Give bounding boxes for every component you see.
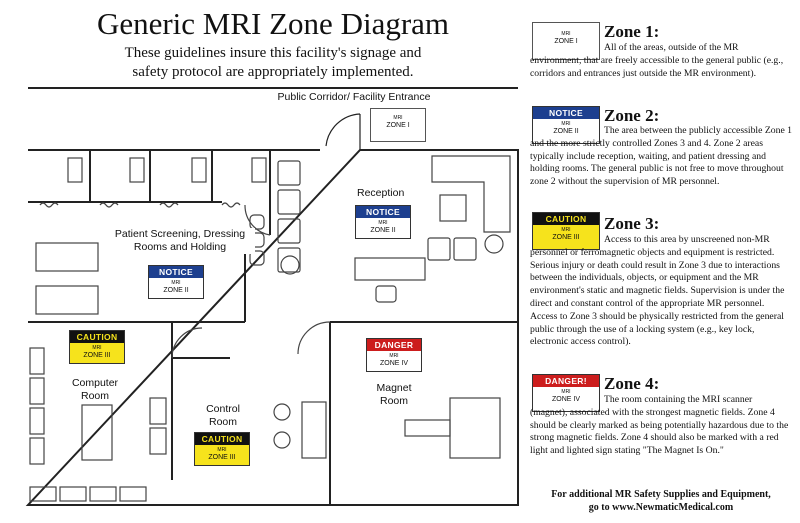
sign-zone-text: ZONE IV [379, 360, 408, 367]
control-console [302, 402, 326, 458]
sign-mri-text: MRI [92, 345, 102, 351]
screening-label-line-1: Patient Screening, Dressing [114, 228, 246, 240]
sign-mri-text: MRI [171, 280, 181, 286]
equipment-rack [120, 487, 146, 501]
control-room-line-2: Room [208, 416, 237, 428]
dressing-bench [130, 158, 144, 182]
zone-3-sign-computer [69, 330, 125, 364]
screening-label-line-2: Rooms and Holding [133, 241, 227, 253]
plant [281, 256, 299, 274]
sign-zone-text: ZONE III [83, 352, 111, 359]
operator-chair [274, 432, 290, 448]
subtitle-line-2: safety protocol are appropriately implemented. [132, 64, 414, 80]
operator-chair [274, 404, 290, 420]
equipment-rack [150, 398, 166, 424]
equipment-rack [90, 487, 116, 501]
zone-4-heading: Zone 4: [604, 374, 660, 393]
magnet-door [298, 322, 330, 354]
equipment-rack [30, 348, 44, 374]
waiting-chair [278, 190, 300, 214]
plant [485, 235, 503, 253]
dressing-bench [68, 158, 82, 182]
zone-2-sign-screening [148, 265, 204, 299]
zone-1-sign [370, 108, 426, 142]
magnet-room-line-1: Magnet [376, 382, 412, 394]
sign-mri-text: MRI [561, 227, 571, 233]
curtain [40, 203, 240, 207]
zone-2-heading: Zone 2: [604, 106, 660, 125]
footer-website-link[interactable]: go to www.NewmaticMedical.com [588, 502, 734, 513]
equipment-rack [60, 487, 86, 501]
zone-1-heading: Zone 1: [604, 22, 660, 41]
coffee-table [440, 195, 466, 221]
reception-chair [376, 286, 396, 302]
mri-scanner [450, 398, 500, 458]
sign-mri-text: MRI [561, 121, 571, 127]
page-title: Generic MRI Zone Diagram [96, 6, 450, 41]
sign-band: NOTICE [149, 266, 203, 278]
zone-2-sign-reception [355, 205, 411, 239]
computer-room-line-2: Room [80, 390, 109, 402]
subtitle-line-1: These guidelines insure this facility's signage and [124, 45, 422, 61]
zone-3-description: Access to this area by unscreened non-MR personnel or ferromagnetic objects and equipment is restricted. Serious injury or death could result in Zone 3 due to interactions between the individuals, objects, or equipment and the MR environment's static and magnetic fields. Supervision is under the direct and constant control of the appropriate MR personnel. Access to Zone 3 should be physically restricted from the general public through the use of a locking system (e.g., key lock, electronic access control). [530, 234, 785, 348]
reception-label: Reception [357, 187, 405, 199]
zone-1-description: All of the areas, outside of the MR environment, that are freely accessible to the general public (e.g., corridors and entrances just outside the MR environment). [530, 42, 784, 79]
sign-mri-text: MRI [561, 31, 571, 37]
control-room-label [198, 403, 248, 429]
patient-stretcher [36, 243, 98, 271]
magnet-room-line-2: Room [379, 395, 408, 407]
control-door [172, 328, 202, 358]
sign-mri-text: MRI [393, 115, 403, 121]
zone-4-description: The room containing the MRI scanner (magnet), associated with the strongest magnetic fields. Zone 4 should be clearly marked as being potentially hazardous due to the strong magnetic fields. Zone 4 should also be marked with a red light and lighted sign stating "The Magnet Is On." [530, 394, 789, 457]
magnet-room-label [369, 382, 419, 408]
sign-band: DANGER [367, 339, 421, 351]
sign-band: DANGER! [533, 375, 599, 387]
waiting-chair [278, 161, 300, 185]
dressing-bench [192, 158, 206, 182]
dressing-bench [252, 158, 266, 182]
equipment-rack [30, 438, 44, 464]
sign-zone-text: ZONE II [553, 128, 579, 135]
holding-chair [250, 215, 264, 229]
equipment-rack [150, 428, 166, 454]
sign-mri-text: MRI [389, 353, 399, 359]
entrance-label: Public Corridor/ Facility Entrance [277, 91, 431, 103]
footer-line-1: For additional MR Safety Supplies and Equipment, [551, 489, 771, 500]
sign-zone-text: ZONE II [163, 287, 189, 294]
sign-mri-text: MRI [378, 220, 388, 226]
computer-room-label [70, 377, 120, 403]
sign-mri-text: MRI [561, 389, 571, 395]
zone-divider-wall [28, 315, 518, 322]
sign-band: NOTICE [356, 206, 410, 218]
zone-2-description: The area between the publicly accessible Zone 1 and the more strictly controlled Zones 3 and 4. Zone 2 areas typically include reception, waiting, and patient dressing and holding rooms. The general public is not free to move throughout zone 2 without the supervision of MR personnel. [530, 125, 793, 188]
waiting-chair [428, 238, 450, 260]
zone-3-sign-control [194, 432, 250, 466]
waiting-chair [454, 238, 476, 260]
reception-desk [355, 258, 425, 280]
sign-zone-text: ZONE II [370, 227, 396, 234]
sign-band: CAUTION [533, 213, 599, 225]
control-room-line-1: Control [206, 403, 240, 415]
waiting-chair [278, 219, 300, 243]
footer [528, 488, 794, 514]
patient-stretcher [36, 286, 98, 314]
zone-3-heading: Zone 3: [604, 214, 660, 233]
sign-band: NOTICE [533, 107, 599, 119]
sign-zone-text: ZONE III [208, 454, 236, 461]
sign-band: CAUTION [195, 433, 249, 445]
equipment-rack [30, 408, 44, 434]
equipment-rack [30, 378, 44, 404]
computer-room-line-1: Computer [71, 377, 119, 389]
sign-zone-text: ZONE III [552, 234, 580, 241]
sign-zone-text: ZONE I [554, 38, 578, 45]
zone-4-sign-magnet [366, 338, 422, 372]
sign-mri-text: MRI [217, 447, 227, 453]
entrance-door [326, 114, 360, 150]
mri-patient-table [405, 420, 450, 436]
sign-band: CAUTION [70, 331, 124, 343]
sign-zone-text: ZONE IV [551, 396, 580, 403]
screening-label [105, 228, 255, 254]
sign-zone-text: ZONE I [386, 122, 410, 129]
